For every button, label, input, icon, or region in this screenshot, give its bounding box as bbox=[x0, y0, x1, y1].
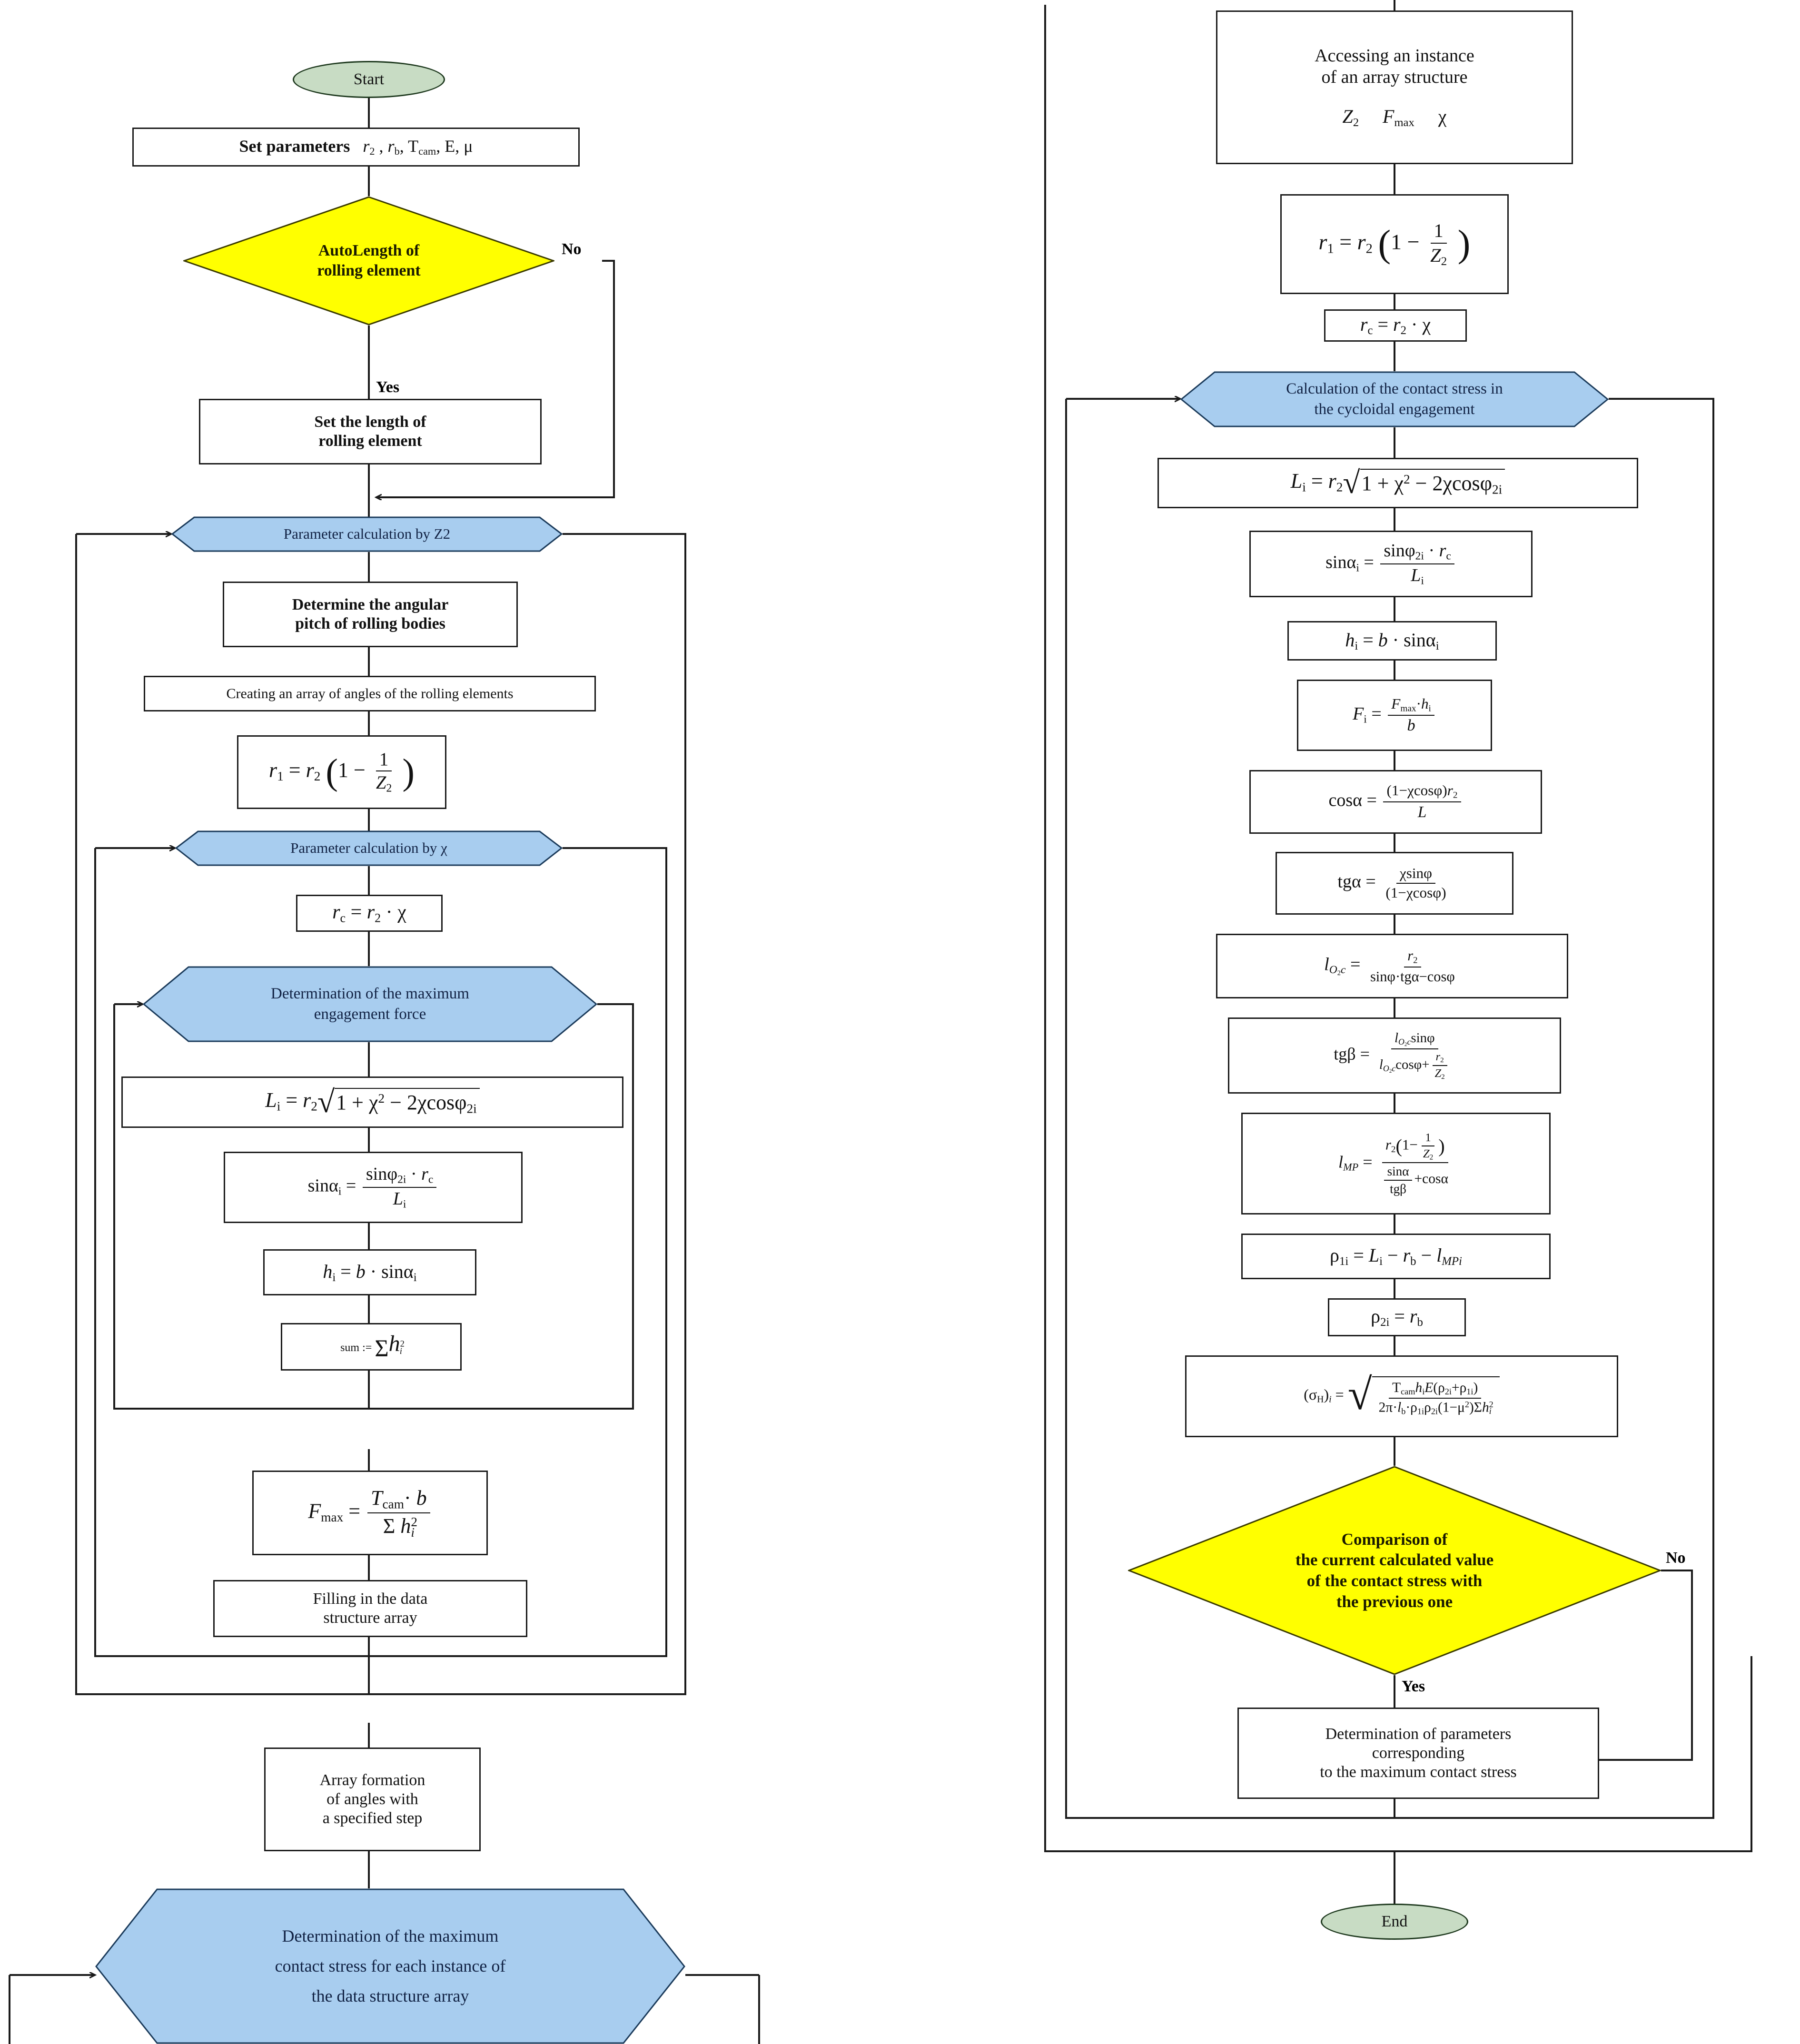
comparison-line2: the current calculated value bbox=[1295, 1550, 1494, 1570]
max-engagement-force-hexagon bbox=[143, 966, 597, 1042]
end-terminator bbox=[1321, 1904, 1468, 1940]
lMP-box: $l_{MP}$ = $r_2(1-$ $\frac{1}{Z_2}$ ) $\frac{\sin\alpha}{\text{tgβ}}$ +cosα bbox=[1241, 1113, 1551, 1215]
filling-line2: structure array bbox=[323, 1609, 417, 1627]
determination-line1: Determination of parameters bbox=[1325, 1725, 1512, 1743]
accessing-instance-box bbox=[1216, 10, 1573, 164]
comparison-decision bbox=[1128, 1466, 1661, 1675]
tg-beta-box: tgβ = $l_{O_2c}\sin\varphi$ $l_{O_2c}\cos\varphi+$ $\frac{r_2}{Z_2}$ bbox=[1228, 1017, 1561, 1094]
sigmaH-box: $(\sigma_H)_i$ = √ $\frac{T_{cam}h_iE(\rho_{2i}+\rho_{1i})}{2\pi\cdot l_b\cdot\rho_{1i}\rho_{2i}(1-\mu^2)\Sigma h^2_i}$ bbox=[1185, 1355, 1618, 1437]
filling-array-box bbox=[213, 1580, 527, 1637]
start-terminator bbox=[293, 61, 445, 98]
comparison-no-label: No bbox=[1666, 1549, 1686, 1567]
determine-pitch-line2: pitch of rolling bodies bbox=[295, 615, 445, 632]
autolength-yes-label: Yes bbox=[376, 378, 400, 396]
param-calc-z2-hexagon bbox=[171, 516, 563, 552]
creating-array-label: Creating an array of angles of the rolling elements bbox=[226, 685, 514, 701]
set-length-line1: Set the length of bbox=[314, 413, 426, 431]
comparison-yes-label: Yes bbox=[1402, 1678, 1425, 1695]
Fmax-formula-box: $F_{max}$ = $\frac{T_{cam}\cdot b}{\Sigma h^2_i}$ bbox=[252, 1471, 488, 1555]
rho1i-box: $\rho_{1i} = L_i - r_b - l_{MPi}$ bbox=[1241, 1234, 1551, 1279]
r1-formula-box-right: $r_1 = r_2$ (1 − $\frac{1}{Z_2}$ ) bbox=[1280, 194, 1509, 294]
hi-formula-box-right: $h_i = b \cdot \sin\alpha_i$ bbox=[1287, 621, 1497, 661]
sin-alpha-box-right: sinα$_i$ = $\frac{\sin\varphi_{2i} \cdot r_c}{L_i}$ bbox=[1249, 531, 1533, 597]
end-label: End bbox=[1381, 1912, 1408, 1930]
set-parameters-label: Set parameters bbox=[239, 137, 350, 156]
array-formation-line3: a specified step bbox=[322, 1809, 423, 1827]
rc-formula-box-left: $r_c = r_2 \cdot \chi$ bbox=[296, 895, 443, 932]
param-calc-chi-label: Parameter calculation by χ bbox=[290, 839, 447, 857]
Li-formula-box-left: $L_i = r_2$ √ $1 + \chi^2 - 2\chi\cos\varphi_{2i}$ bbox=[121, 1076, 623, 1128]
accessing-vars: $Z_2$ $F_{max}$ χ bbox=[1342, 105, 1447, 129]
comparison-line3: of the contact stress with bbox=[1306, 1571, 1483, 1590]
filling-line1: Filling in the data bbox=[313, 1590, 428, 1608]
determination-line3: to the maximum contact stress bbox=[1320, 1763, 1517, 1781]
rho2i-box: $\rho_{2i} = r_b$ bbox=[1328, 1298, 1466, 1336]
array-formation-line2: of angles with bbox=[326, 1790, 418, 1808]
set-length-box bbox=[199, 399, 542, 464]
sum-formula-box: sum := $\Sigma h^2_i$ bbox=[281, 1323, 462, 1371]
max-force-line2: engagement force bbox=[314, 1006, 426, 1023]
param-calc-chi-hexagon bbox=[175, 830, 563, 866]
array-formation-box bbox=[264, 1748, 481, 1851]
tg-alpha-box: tgα = $\frac{\chi\sin\varphi}{(1-\chi\cos\varphi)}$ bbox=[1276, 852, 1513, 915]
max-contact-stress-line3: the data structure array bbox=[311, 1986, 469, 2005]
max-contact-stress-line1: Determination of the maximum bbox=[282, 1926, 499, 1945]
comparison-line4: the previous one bbox=[1336, 1592, 1453, 1611]
rc-formula-box-right: $r_c = r_2 \cdot \chi$ bbox=[1324, 309, 1467, 342]
autolength-line1: AutoLength of bbox=[318, 241, 420, 259]
contact-stress-line1: Calculation of the contact stress in bbox=[1286, 380, 1503, 398]
determination-line2: corresponding bbox=[1372, 1744, 1465, 1762]
Fi-formula-box: $F_i$ = $\frac{F_{max}\cdot h_i}{b}$ bbox=[1297, 680, 1492, 751]
max-contact-stress-line2: contact stress for each instance of bbox=[275, 1956, 506, 1975]
autolength-decision bbox=[183, 196, 554, 326]
array-formation-line1: Array formation bbox=[319, 1771, 425, 1789]
max-force-line1: Determination of the maximum bbox=[271, 985, 469, 1003]
param-calc-z2-label: Parameter calculation by Z2 bbox=[283, 525, 451, 543]
lO2c-box: $l_{O_2c}$ = $\frac{r_2}{\text{sinφ·tgα−cosφ}}$ bbox=[1216, 934, 1568, 998]
determination-params-box bbox=[1237, 1708, 1599, 1799]
Li-formula-box-right: $L_i = r_2$ √ $1 + \chi^2 - 2\chi\cos\varphi_{2i}$ bbox=[1157, 458, 1638, 508]
set-parameters-box: Set parameters $r_2$ , $r_b$, $T_{cam}$, E, μ bbox=[132, 128, 580, 167]
accessing-line1: Accessing an instance bbox=[1315, 46, 1474, 66]
autolength-no-label: No bbox=[562, 240, 582, 258]
r1-formula-box-left: $r_1 = r_2$ (1 − $\frac{1}{Z_2}$ ) bbox=[237, 735, 446, 809]
accessing-line2: of an array structure bbox=[1321, 67, 1468, 87]
contact-stress-line2: the cycloidal engagement bbox=[1314, 401, 1475, 418]
comparison-line1: Comparison of bbox=[1341, 1530, 1448, 1549]
cos-alpha-box: cosα = $\frac{(1-\chi\cos\varphi)r_2}{L}$ bbox=[1249, 770, 1542, 834]
determine-pitch-box bbox=[223, 582, 518, 647]
hi-formula-box-left: $h_i = b \cdot \sin\alpha_i$ bbox=[263, 1249, 476, 1295]
autolength-line2: rolling element bbox=[317, 262, 421, 279]
start-label: Start bbox=[353, 70, 385, 88]
set-length-line2: rolling element bbox=[318, 432, 422, 450]
creating-array-box bbox=[144, 676, 596, 711]
max-contact-stress-hexagon bbox=[95, 1888, 685, 2044]
contact-stress-calc-hexagon bbox=[1180, 371, 1609, 427]
sin-alpha-box-left: sinα$_i$ = $\frac{\sin\varphi_{2i} \cdot r_c}{L_i}$ bbox=[224, 1152, 523, 1223]
determine-pitch-line1: Determine the angular bbox=[292, 595, 449, 613]
